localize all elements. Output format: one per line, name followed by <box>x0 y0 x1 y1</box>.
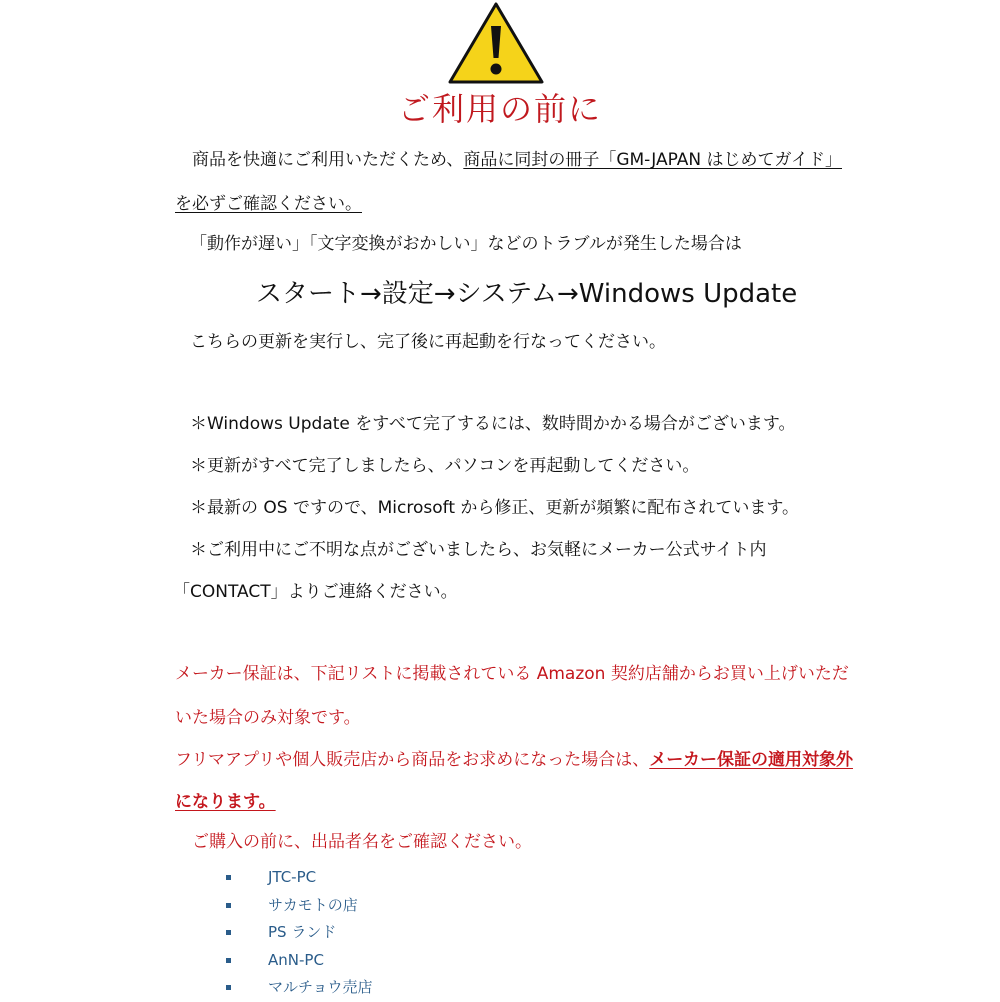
note-item: ＊最新の OS ですので、Microsoft から修正、更新が頻繁に配布されています。 <box>190 498 800 518</box>
warranty-text: フリマアプリや個人販売店から商品をお求めになった場合は、 <box>175 750 650 770</box>
guide-booklet-reference: 商品に同封の冊子「GM-JAPAN はじめてガイド」 <box>463 150 842 170</box>
update-instruction: こちらの更新を実行し、完了後に再起動を行なってください。 <box>190 332 666 352</box>
contact-line: 「CONTACT」よりご連絡ください。 <box>173 582 458 602</box>
note-item: ＊Windows Update をすべて完了するには、数時間かかる場合がございます。 <box>190 414 796 434</box>
list-item <box>222 864 373 892</box>
list-item <box>222 919 373 947</box>
warranty-line-4: になります。 <box>175 792 276 812</box>
note-item: ＊ご利用中にご不明な点がございましたら、お気軽にメーカー公式サイト内 <box>190 540 767 560</box>
bullet-icon <box>226 930 231 935</box>
warranty-line-3 <box>175 748 853 772</box>
list-item <box>222 974 373 1002</box>
trouble-line: 「動作が遅い」「文字変換がおかしい」などのトラブルが発生した場合は <box>190 234 742 254</box>
intro-line-2: を必ずご確認ください。 <box>175 194 362 214</box>
warranty-exclusion: メーカー保証の適用対象外 <box>649 750 853 770</box>
intro-line-1 <box>192 148 842 172</box>
seller-name: PS ランド <box>268 923 337 941</box>
warning-icon <box>446 0 546 86</box>
intro-text: 商品を快適にご利用いただくため、 <box>192 150 464 170</box>
warranty-line-2: いた場合のみ対象です。 <box>175 708 361 728</box>
warranty-line-1: メーカー保証は、下記リストに掲載されている Amazon 契約店舗からお買い上げいただ <box>175 664 849 684</box>
bullet-icon <box>226 875 231 880</box>
bullet-icon <box>226 958 231 963</box>
seller-prompt: ご購入の前に、出品者名をご確認ください。 <box>192 832 532 852</box>
seller-name: AnN-PC <box>268 950 324 969</box>
list-item <box>222 892 373 920</box>
update-path: スタート→設定→システム→Windows Update <box>256 279 798 309</box>
seller-name: マルチョウ売店 <box>268 978 373 996</box>
seller-list <box>222 864 373 1002</box>
page-title: ご利用の前に <box>397 90 602 128</box>
seller-name: サカモトの店 <box>268 895 358 914</box>
bullet-icon <box>226 903 231 908</box>
bullet-icon <box>226 985 231 990</box>
list-item <box>222 947 373 975</box>
seller-name: JTC-PC <box>268 868 317 886</box>
note-item: ＊更新がすべて完了しましたら、パソコンを再起動してください。 <box>190 456 700 476</box>
